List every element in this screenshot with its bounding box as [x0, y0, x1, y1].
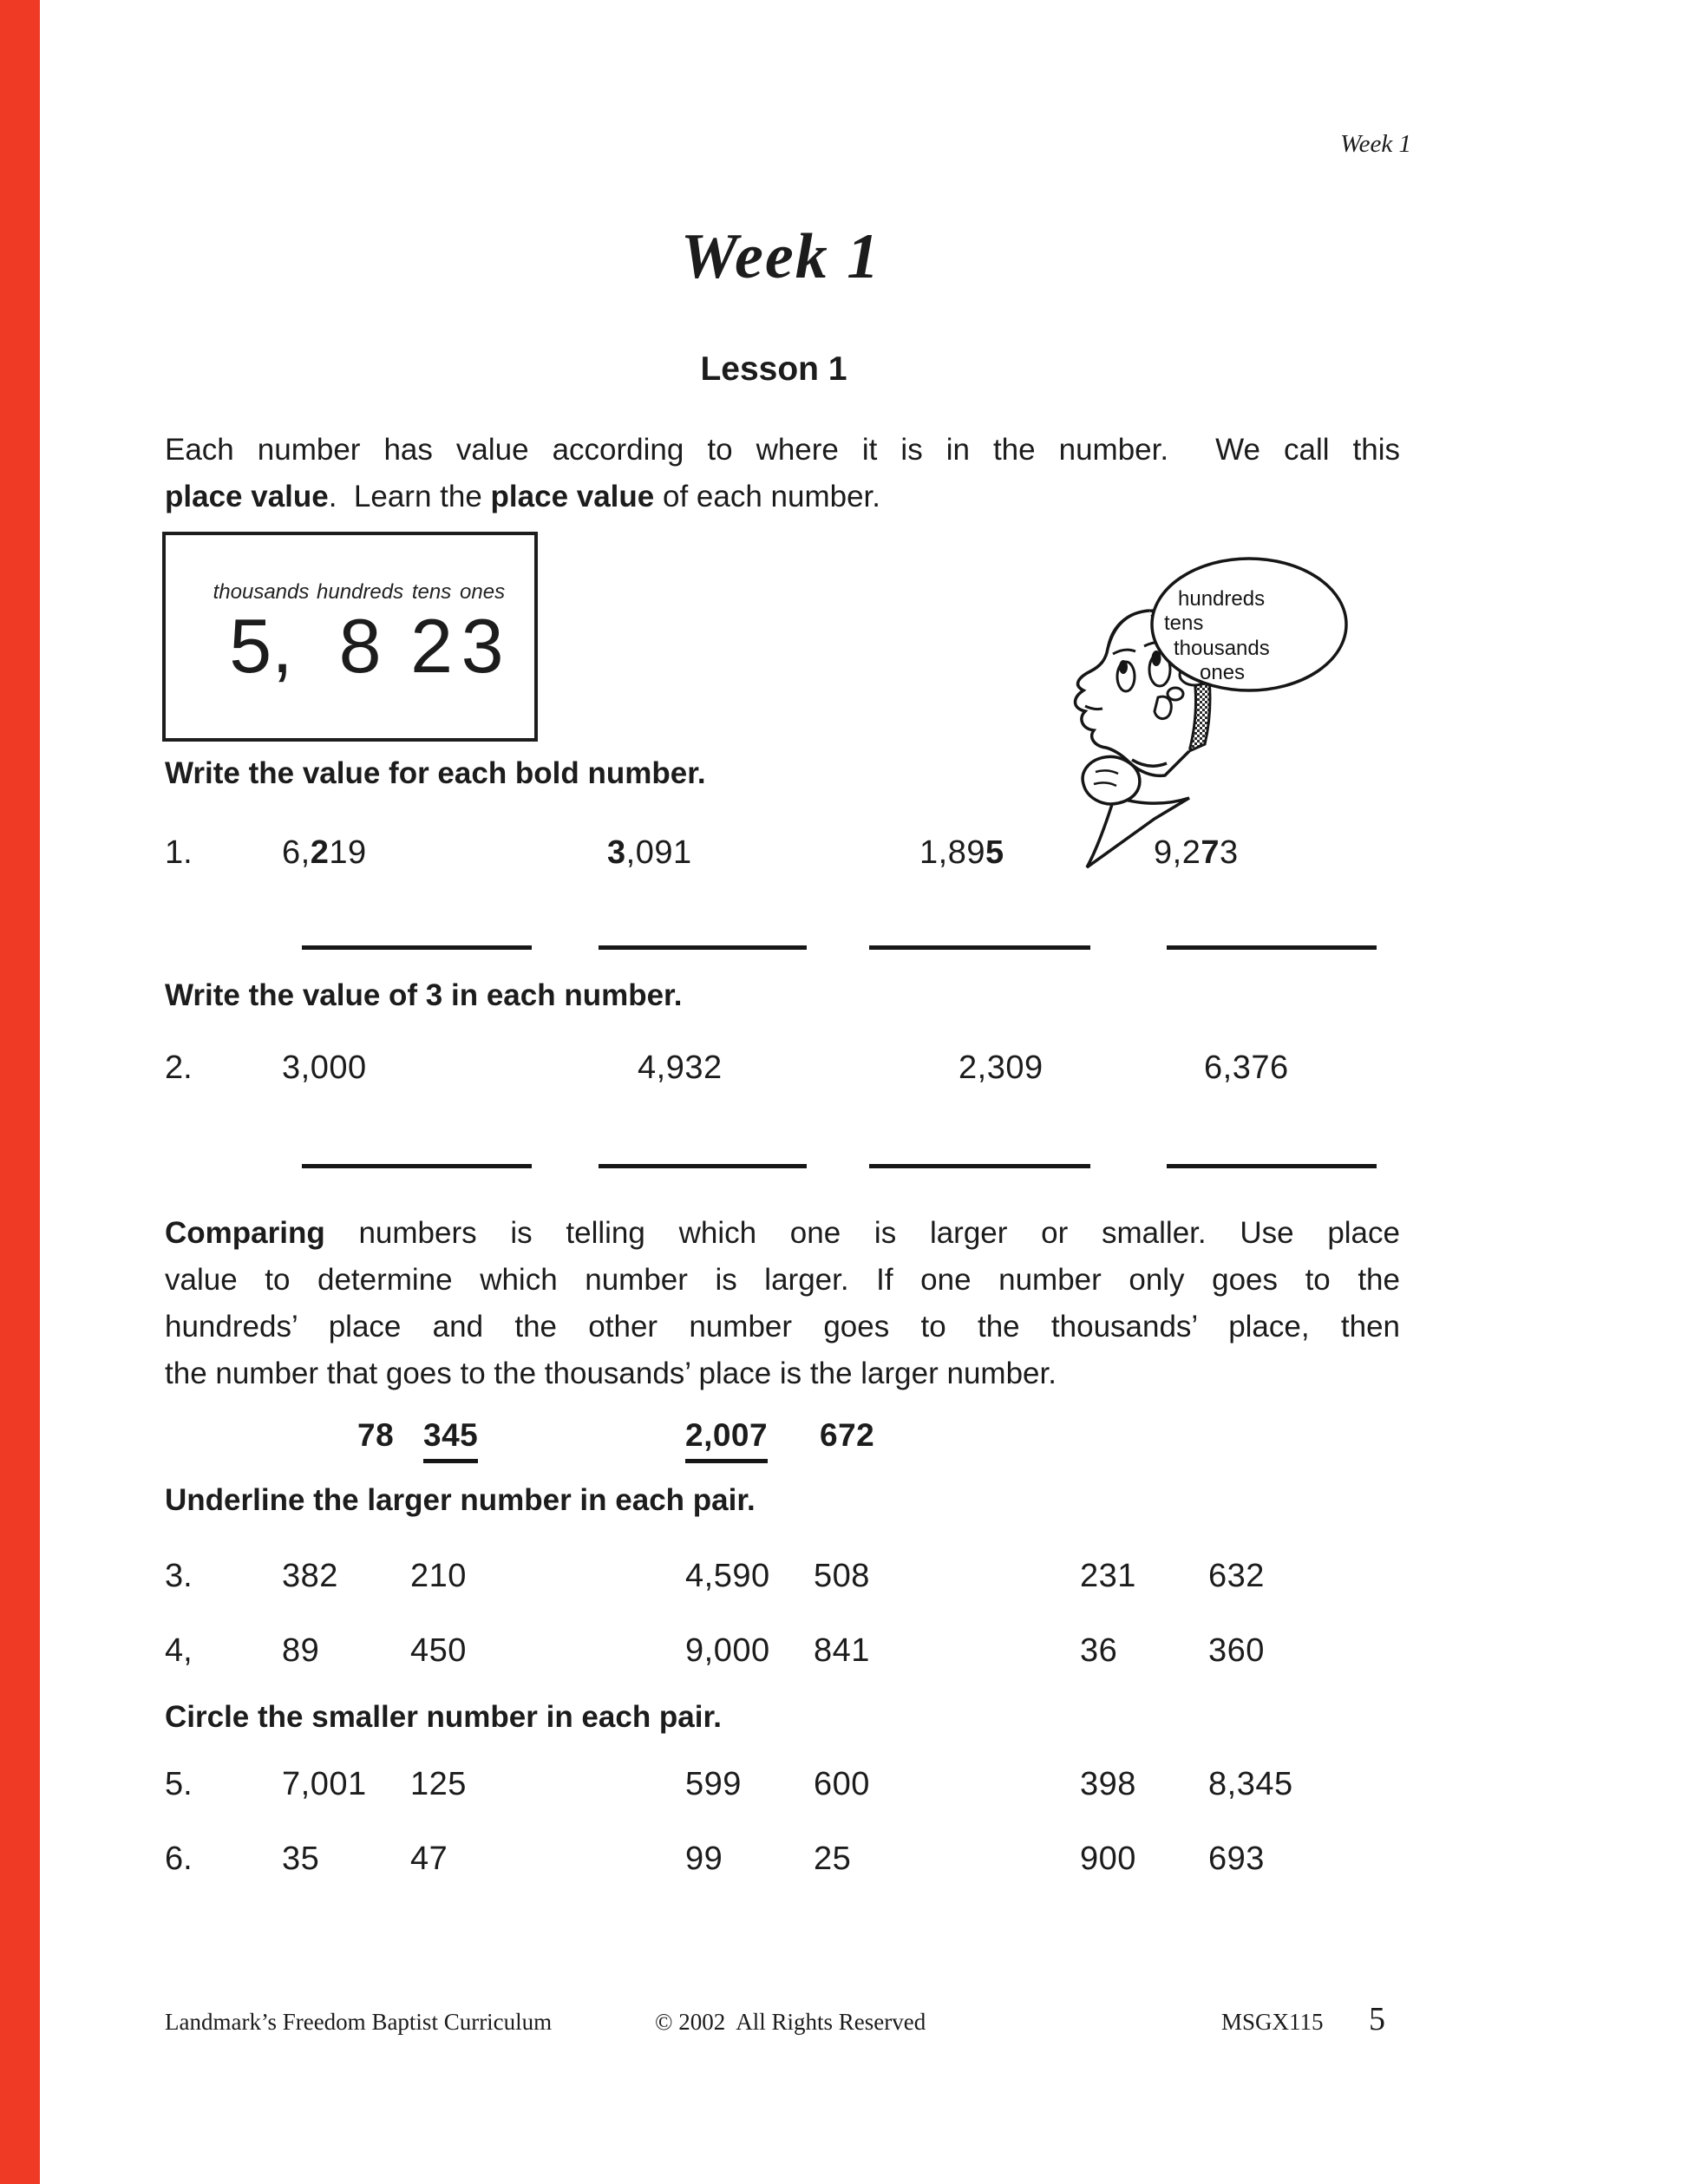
exercise-number: 6,219	[282, 834, 367, 871]
row4-label: 4,	[165, 1632, 193, 1669]
comparing-line-1: Comparing numbers is telling which one is larger or smaller. Use place	[165, 1216, 1400, 1250]
number-pair: 900 693	[1080, 1841, 1265, 1877]
place-value-label: hundreds	[317, 580, 404, 604]
number-pair: 99 25	[685, 1841, 852, 1877]
example-number: 672	[820, 1417, 875, 1453]
number-pair: 36 360	[1080, 1632, 1265, 1669]
hand-fist	[1083, 756, 1140, 803]
bubble-text: tens	[1164, 611, 1204, 635]
row5-label: 5.	[165, 1766, 193, 1802]
corner-week-label: Week 1	[1340, 130, 1411, 158]
section2-heading: Write the value of 3 in each number.	[165, 978, 683, 1012]
number-pair: 7,001 125	[282, 1766, 467, 1802]
thought-trail-bubble	[1168, 688, 1183, 700]
place-value-digit: 8	[338, 603, 382, 689]
ear	[1155, 696, 1171, 718]
number-pair: 35 47	[282, 1841, 448, 1877]
footer-copyright: © 2002 All Rights Reserved	[655, 2009, 926, 2035]
bold-term: place value	[165, 480, 329, 513]
answer-blank	[302, 945, 532, 950]
place-value-box	[162, 532, 538, 742]
page-title: Week 1	[680, 221, 881, 292]
example-number: 78	[357, 1417, 395, 1453]
bubble-text: hundreds	[1178, 587, 1266, 611]
comparing-line-2: value to determine which number is larger. If one number only goes to the	[165, 1263, 1400, 1297]
answer-blank	[599, 1164, 807, 1168]
bold-term: Comparing	[165, 1216, 325, 1250]
row6-label: 6.	[165, 1841, 193, 1877]
comparing-line-3: hundreds’ place and the other number goes to the thousands’ place, then	[165, 1310, 1400, 1344]
exercise-number: 1,895	[919, 834, 1004, 871]
place-value-columns	[213, 580, 534, 689]
comparing-paragraph	[165, 1210, 1400, 1397]
footer-code: MSGX115	[1221, 2009, 1324, 2035]
number-pair: 4,590 508	[685, 1558, 870, 1594]
place-value-digit: 3	[461, 603, 504, 689]
exercise-number: 3,091	[607, 834, 692, 871]
answer-blank	[1167, 945, 1377, 950]
place-value-label: tens	[411, 580, 452, 604]
exercise-number: 9,273	[1154, 834, 1239, 871]
row3-label: 3.	[165, 1558, 193, 1594]
intro-line-2: place value. Learn the place value of each number.	[165, 480, 880, 513]
number-pair: 9,000 841	[685, 1632, 870, 1669]
place-value-digit: 5,	[229, 603, 293, 689]
place-value-column-tens	[410, 580, 454, 689]
number-pair: 382 210	[282, 1558, 467, 1594]
number-pair: 398 8,345	[1080, 1766, 1293, 1802]
answer-blank	[869, 945, 1090, 950]
exercise-number: 3,000	[282, 1049, 367, 1086]
comparing-line-4: the number that goes to the thousands’ place is the larger number.	[165, 1357, 1057, 1390]
page-number: 5	[1369, 2001, 1385, 2037]
intro-line-1: Each number has value according to where it is in the number. We call this	[165, 433, 1400, 467]
answer-blank	[1167, 1164, 1377, 1168]
number-pair: 599 600	[685, 1766, 870, 1802]
row2-label: 2.	[165, 1049, 193, 1086]
answer-blank	[869, 1164, 1090, 1168]
bubble-text: thousands	[1174, 637, 1270, 660]
place-value-label: thousands	[213, 580, 310, 604]
place-value-digit: 2	[410, 603, 454, 689]
example-number-underlined: 2,007	[685, 1417, 768, 1463]
place-value-column-hundreds	[317, 580, 404, 689]
number-pair: 231 632	[1080, 1558, 1265, 1594]
footer-publisher: Landmark’s Freedom Baptist Curriculum	[165, 2009, 553, 2035]
exercise-number: 2,309	[958, 1049, 1044, 1086]
number-pair: 89 450	[282, 1632, 467, 1669]
intro-paragraph	[165, 427, 1400, 520]
left-pupil	[1119, 660, 1128, 674]
thinking-student-illustration	[1028, 545, 1371, 874]
place-value-column-thousands	[213, 580, 310, 689]
example-number-underlined: 345	[423, 1417, 478, 1463]
exercise-number: 4,932	[638, 1049, 723, 1086]
section3-heading: Underline the larger number in each pair.	[165, 1483, 756, 1517]
section4-heading: Circle the smaller number in each pair.	[165, 1700, 722, 1734]
place-value-column-ones	[460, 580, 506, 689]
lesson-subtitle: Lesson 1	[700, 350, 847, 388]
left-edge-stripe	[0, 0, 40, 2184]
exercise-number: 6,376	[1204, 1049, 1289, 1086]
section1-heading: Write the value for each bold number.	[165, 756, 706, 790]
bold-term: place value	[490, 480, 655, 513]
place-value-label: ones	[460, 580, 506, 604]
answer-blank	[302, 1164, 532, 1168]
bubble-text: ones	[1200, 661, 1246, 684]
answer-blank	[599, 945, 807, 950]
row1-label: 1.	[165, 834, 193, 871]
